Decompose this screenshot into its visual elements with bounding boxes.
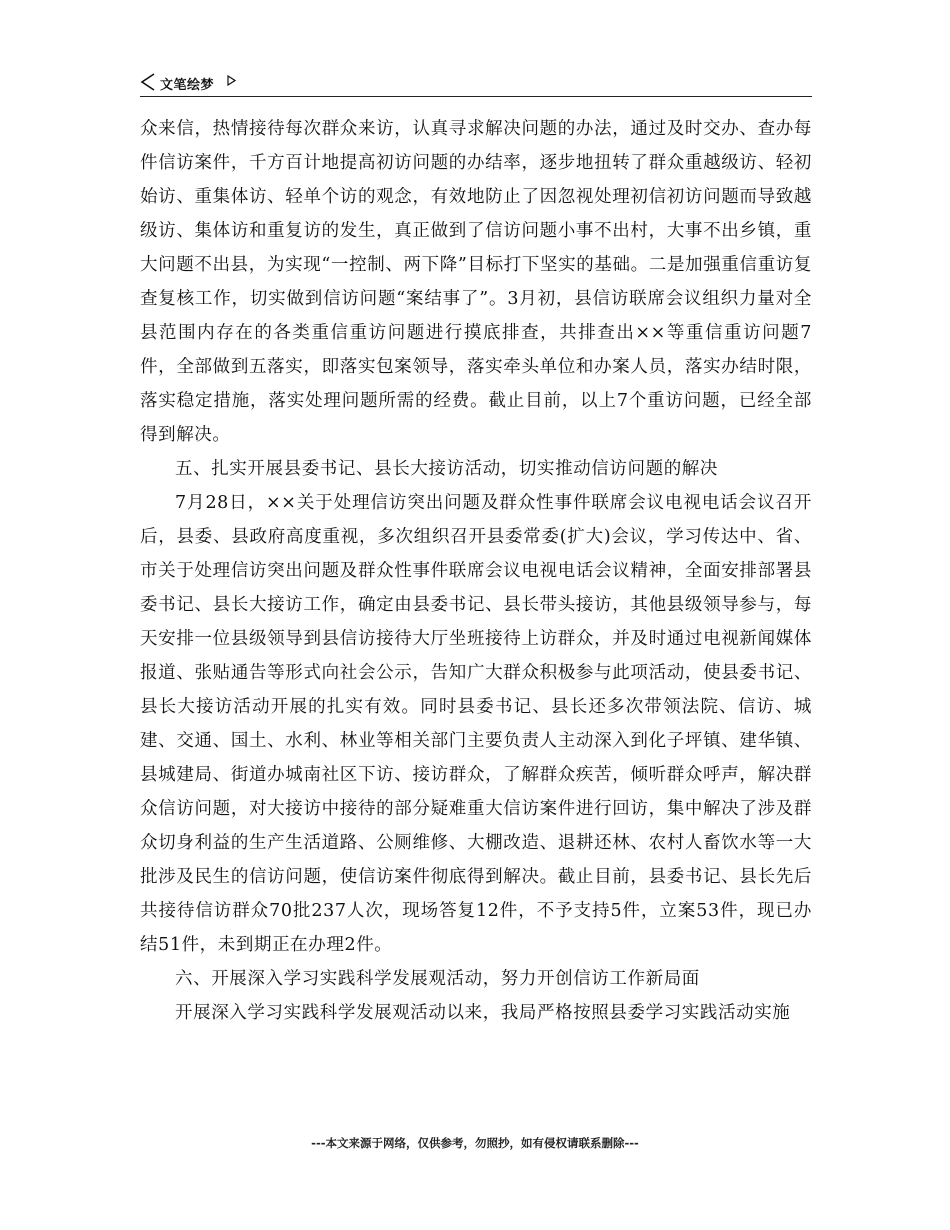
section-heading-six: 六、开展深入学习实践科学发展观活动，努力开创信访工作新局面	[175, 969, 700, 989]
page-header	[140, 72, 812, 97]
body-paragraph: 众来信，热情接待每次群众来访，认真寻求解决问题的办法，通过及时交办、查办每件信访案件，千方百计地提高初访问题的办结率，逐步地扭转了群众重越级访、轻初始访、重集体访、轻单个访的观念，有效地防止了因忽视处理初信初访问题而导致越级访、集体访和重复访的发生，真正做到了信访问题小事不出村，大事不出乡镇，重大问题不出县，为实现“一控制、两下降”目标打下坚实的基础。二是加强重信重访复查复核工作，切实做到信访问题“案结事了”。3月初，县信访联席会议组织力量对全县范围内存在的各类重信重访问题进行摸底排查，共排查出××等重信重访问题7件，全部做到五落实，即落实包案领导，落实牵头单位和办案人员，落实办结时限，落实稳定措施，落实处理问题所需的经费。截止目前，以上7个重访问题，已经全部得到解决。	[140, 119, 812, 445]
footer-disclaimer: ---本文来源于网络，仅供参考，勿照抄，如有侵权请联系删除---	[311, 1136, 639, 1150]
triangle-right-icon	[227, 75, 236, 86]
section-heading-five: 五、扎实开展县委书记、县长大接访活动，切实推动信访问题的解决	[175, 459, 718, 479]
triangle-left-icon	[140, 73, 156, 91]
body-paragraph: 7月28日，××关于处理信访突出问题及群众性事件联席会议电视电话会议召开后，县委、县政府高度重视，多次组织召开县委常委(扩大)会议，学习传达中、省、市关于处理信访突出问题及群众性事件联席会议电视电话会议精神，全面安排部署县委书记、县长大接访工作，确定由县委书记、县长带头接访，其他县级领导参与，每天安排一位县级领导到县信访接待大厅坐班接待上访群众，并及时通过电视新闻媒体报道、张贴通告等形式向社会公示，告知广大群众积极参与此项活动，使县委书记、县长大接访活动开展的扎实有效。同时县委书记、县长还多次带领法院、信访、城建、交通、国土、水利、林业等相关部门主要负责人主动深入到化子坪镇、建华镇、县城建局、街道办城南社区下访、接访群众，了解群众疾苦，倾听群众呼声，解决群众信访问题，对大接访中接待的部分疑难重大信访案件进行回访，集中解决了涉及群众切身利益的生产生活道路、公厕维修、大棚改造、退耕还林、农村人畜饮水等一大批涉及民生的信访问题，使信访案件彻底得到解决。截止目前，县委书记、县长先后共接待信访群众70批237人次，现场答复12件，不予支持5件，立案53件，现已办结51件，未到期正在办理2件。	[140, 493, 812, 955]
body-paragraph: 开展深入学习实践科学发展观活动以来，我局严格按照县委学习实践活动实施	[175, 1003, 791, 1023]
document-body	[140, 112, 812, 1030]
header-brand: 文笔绘梦	[160, 78, 215, 93]
